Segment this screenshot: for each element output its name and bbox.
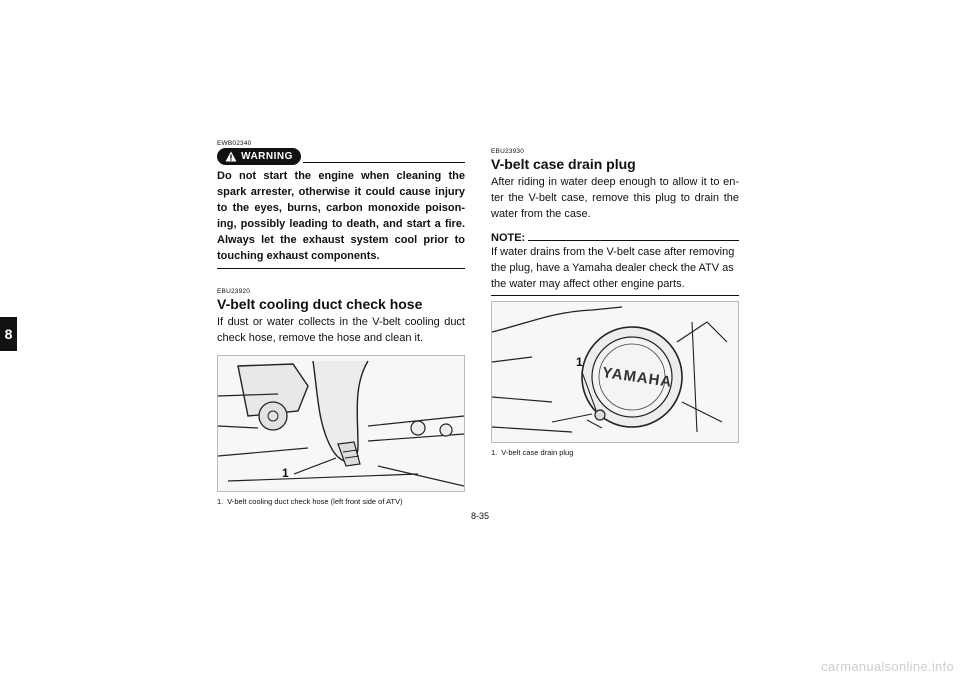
warning-label: WARNING: [241, 151, 293, 162]
caption-number: 1.: [217, 497, 224, 506]
section-text: If dust or water collects in the V-belt cooling duct check hose, remove the hose and clean it.: [217, 316, 465, 344]
callout-1: 1: [576, 355, 583, 369]
section-title: V-belt cooling duct check hose: [217, 296, 423, 312]
callout-1: 1: [282, 466, 289, 480]
warning-code: EWB02340: [217, 140, 252, 147]
warning-text: Do not start the engine when cleaning the spark arrester, otherwise it could cause injury to the eyes, burns, carbon monoxide poisoning, possibly leading to death, and start a fire. Always let the exhaust system cool prior to touching exhaust components.: [217, 168, 465, 269]
section-code: EBU23930: [491, 148, 525, 155]
section-title: V-belt case drain plug: [491, 156, 636, 172]
figure-caption: [217, 497, 465, 506]
drain-plug-photo: [491, 301, 739, 443]
left-column: [217, 140, 465, 506]
note-rule: [528, 240, 739, 241]
watermark: carmanualsonline.info: [821, 659, 954, 674]
warning-triangle-icon: [225, 151, 237, 162]
page-number: 8-35: [470, 511, 489, 521]
note-text: If water drains from the V-belt case after removing the plug, have a Yamaha dealer check the ATV as the water may affect other engine parts.: [491, 244, 739, 296]
right-column: [491, 140, 739, 457]
figure-caption: [491, 448, 739, 457]
cooling-duct-illustration: [218, 356, 464, 491]
warning-header: [217, 148, 465, 165]
caption-text: V-belt cooling duct check hose (left front side of ATV): [227, 497, 403, 506]
chapter-tab: 8: [0, 317, 17, 351]
caption-text: V-belt case drain plug: [501, 448, 574, 457]
cooling-duct-photo: [217, 355, 465, 492]
warning-rule: [303, 162, 465, 163]
note-header: [491, 230, 739, 244]
section-code: EBU23920: [217, 288, 251, 295]
brand-logo: YAMAHA: [601, 364, 674, 391]
note-label: NOTE:: [491, 232, 526, 244]
section-text: After riding in water deep enough to allow it to enter the V-belt case, remove this plug to drain the water from the case.: [491, 176, 739, 220]
warning-badge: [217, 148, 301, 165]
caption-number: 1.: [491, 448, 498, 457]
